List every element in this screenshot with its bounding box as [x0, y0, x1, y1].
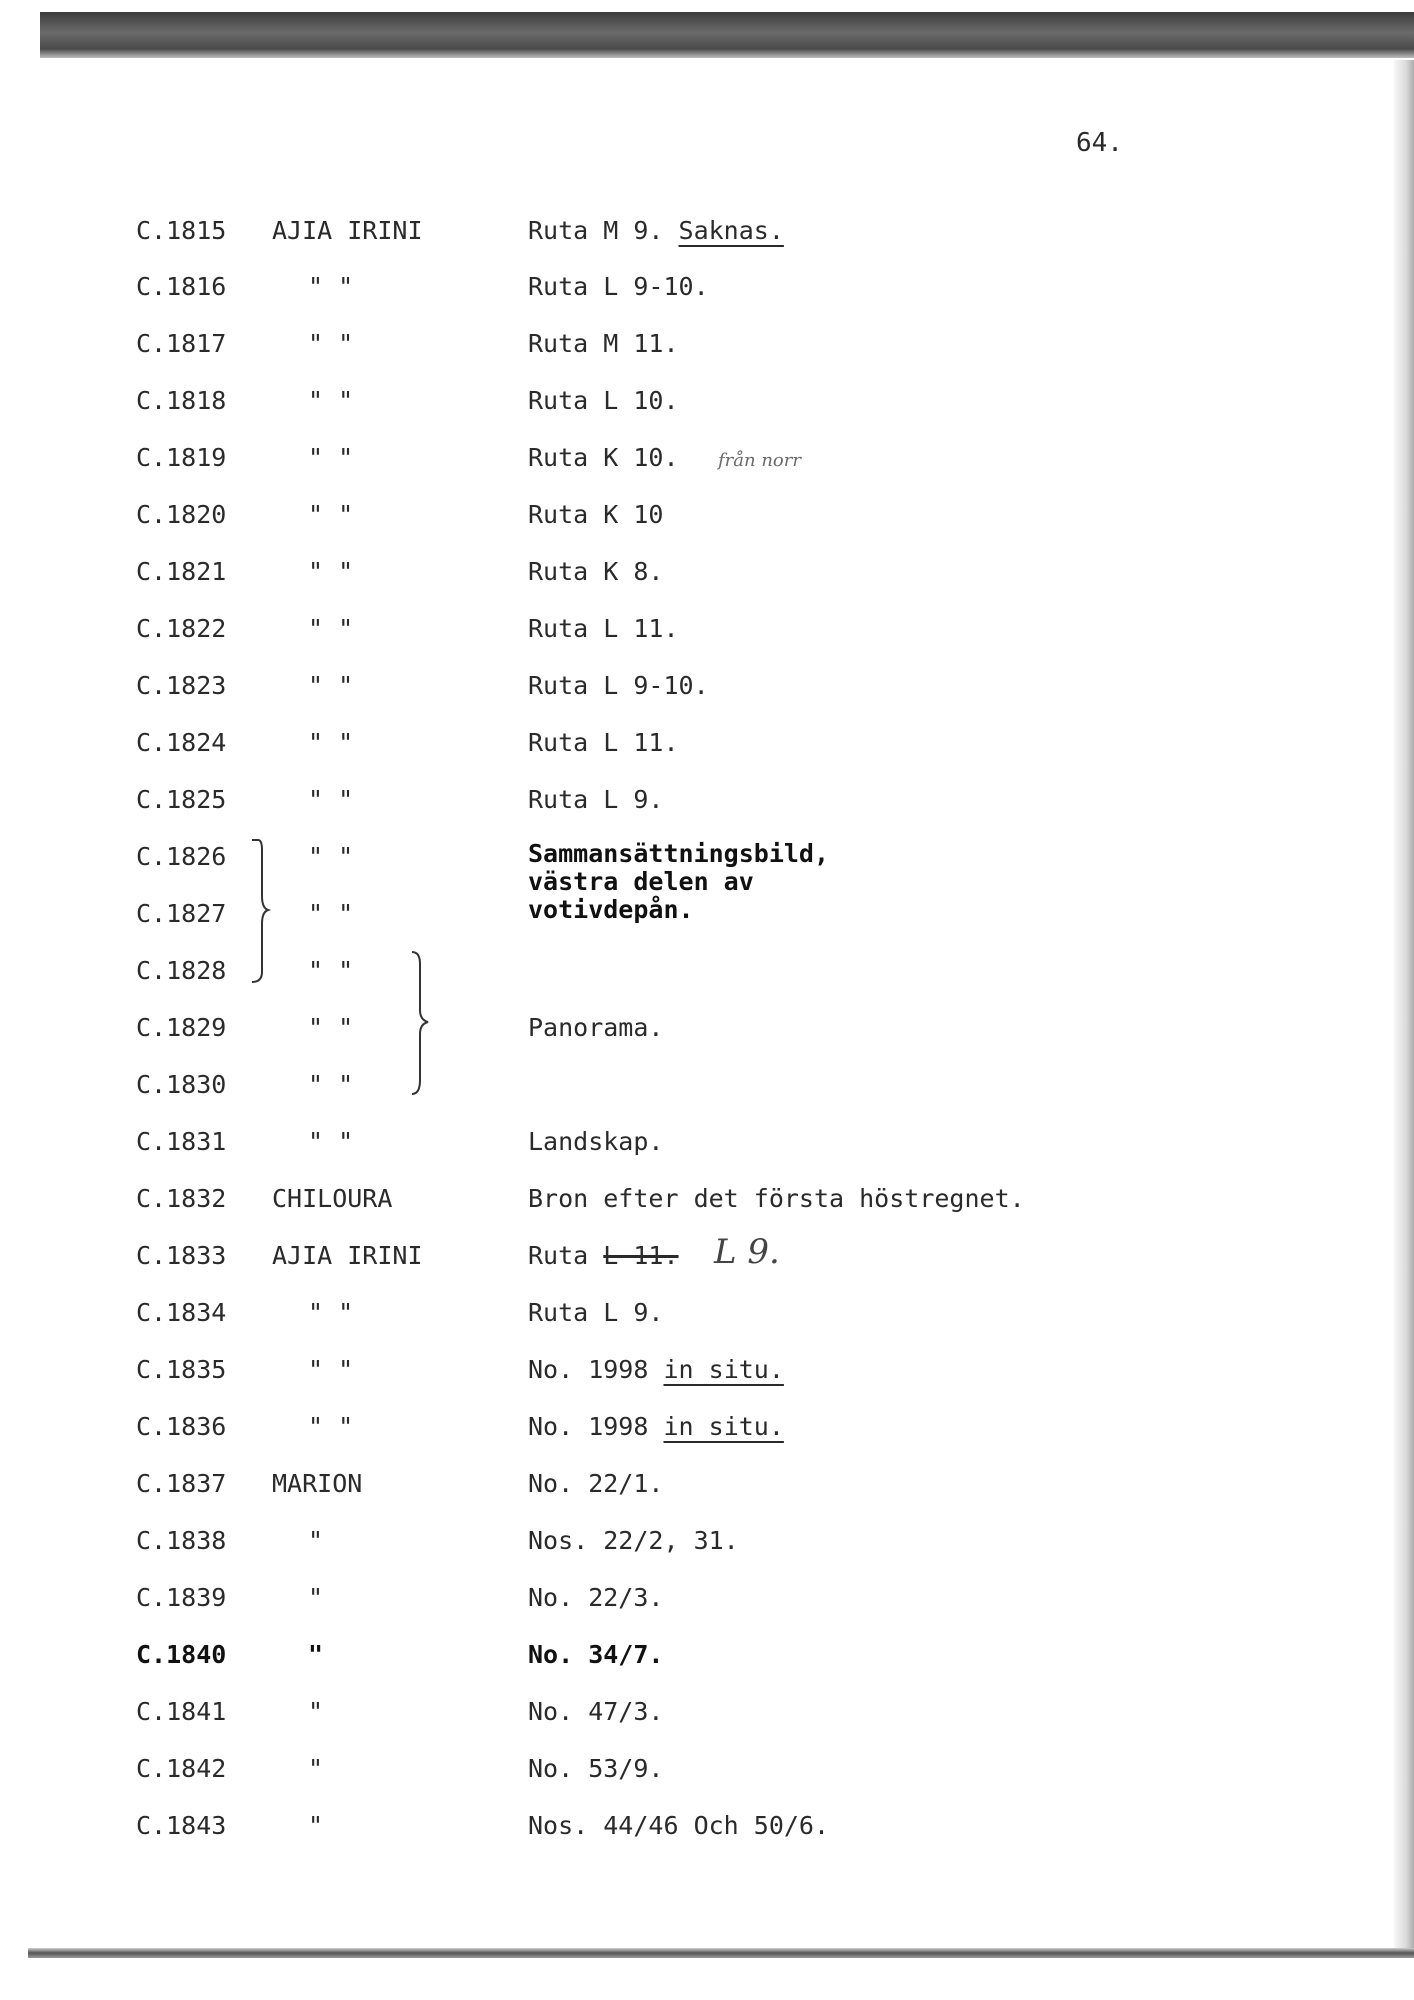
entry-site-ditto: " — [308, 1697, 324, 1726]
entry-code: C.1839 — [136, 1583, 227, 1612]
entry-code: C.1829 — [136, 1013, 227, 1042]
list-item — [0, 1754, 1414, 1794]
list-item — [0, 1583, 1414, 1623]
entry-site-ditto: " " — [308, 1070, 354, 1099]
entry-code: C.1837 — [136, 1469, 227, 1498]
entry-site-ditto: " " — [308, 842, 354, 871]
entry-site-ditto: " " — [308, 272, 354, 301]
entry-code: C.1820 — [136, 500, 227, 529]
entry-description: Ruta K 10 — [528, 500, 664, 529]
list-item — [0, 1298, 1414, 1338]
entry-code: C.1834 — [136, 1298, 227, 1327]
entry-site-ditto: " " — [308, 1412, 354, 1441]
entry-description: Ruta L 11. — [528, 614, 679, 643]
entry-code: C.1842 — [136, 1754, 227, 1783]
list-item — [0, 1697, 1414, 1737]
entry-description: Ruta K 8. — [528, 557, 664, 586]
group-description-line: Sammansättningsbild, — [528, 839, 830, 868]
entry-code: C.1818 — [136, 386, 227, 415]
list-item — [0, 500, 1414, 540]
entry-code: C.1843 — [136, 1811, 227, 1840]
entry-site-ditto: " " — [308, 956, 354, 985]
scan-edge-bottom — [28, 1948, 1414, 1958]
list-item — [0, 1355, 1414, 1395]
entry-site-ditto: " " — [308, 1013, 354, 1042]
scan-edge-top — [40, 12, 1414, 58]
entry-description: No. 22/3. — [528, 1583, 664, 1612]
list-item — [0, 329, 1414, 369]
entry-site-ditto: " " — [308, 728, 354, 757]
entry-code: C.1815 — [136, 216, 227, 245]
list-item — [0, 728, 1414, 768]
entry-site-ditto: " " — [308, 557, 354, 586]
struck-text: L 11. — [603, 1241, 679, 1270]
entry-site-ditto: " " — [308, 671, 354, 700]
entry-site-ditto: " " — [308, 1298, 354, 1327]
entry-code: C.1825 — [136, 785, 227, 814]
entry-site-ditto: " " — [308, 1355, 354, 1384]
entry-description: Ruta L 9. — [528, 785, 664, 814]
entry-code: C.1828 — [136, 956, 227, 985]
entry-code: C.1831 — [136, 1127, 227, 1156]
entry-site-ditto: " — [308, 1526, 324, 1555]
list-item — [0, 671, 1414, 711]
group-description-line: västra delen av — [528, 867, 754, 896]
entry-code: C.1826 — [136, 842, 227, 871]
list-item — [0, 443, 1414, 483]
entry-code: C.1824 — [136, 728, 227, 757]
entry-description: Ruta L 9. — [528, 1298, 664, 1327]
list-item — [0, 1013, 1414, 1053]
entry-description: No. 1998 in situ. — [528, 1355, 784, 1384]
entry-code: C.1836 — [136, 1412, 227, 1441]
entry-description: Ruta L 9-10. — [528, 671, 709, 700]
entry-code: C.1838 — [136, 1526, 227, 1555]
entry-description: Panorama. — [528, 1013, 664, 1042]
entry-site-ditto: " " — [308, 386, 354, 415]
entry-description: No. 53/9. — [528, 1754, 664, 1783]
entry-description: Bron efter det första höstregnet. — [528, 1184, 1025, 1213]
entry-site-ditto: " — [308, 1811, 324, 1840]
list-item — [0, 1526, 1414, 1566]
entry-description: Nos. 22/2, 31. — [528, 1526, 739, 1555]
entry-site-ditto: " — [308, 1583, 324, 1612]
entry-description: Ruta M 11. — [528, 329, 679, 358]
list-item — [0, 614, 1414, 654]
list-item — [0, 956, 1414, 996]
entry-site-ditto: " — [308, 1754, 324, 1783]
entry-code: C.1819 — [136, 443, 227, 472]
entry-description-underlined: Saknas. — [678, 216, 784, 245]
group-description-line: votivdepån. — [528, 895, 694, 924]
entry-site-ditto: " " — [308, 614, 354, 643]
entry-code: C.1841 — [136, 1697, 227, 1726]
entry-description: Landskap. — [528, 1127, 664, 1156]
list-item — [0, 386, 1414, 426]
entry-site-ditto: " " — [308, 500, 354, 529]
entry-code: C.1816 — [136, 272, 227, 301]
list-item — [0, 272, 1414, 312]
entry-code: C.1832 — [136, 1184, 227, 1213]
entry-description: Ruta L 11. — [528, 1241, 679, 1270]
list-item — [0, 1070, 1414, 1110]
entry-site: MARION — [272, 1469, 363, 1498]
entry-description: Ruta L 11. — [528, 728, 679, 757]
entry-code: C.1822 — [136, 614, 227, 643]
entry-code: C.1833 — [136, 1241, 227, 1270]
entry-code: C.1821 — [136, 557, 227, 586]
entry-description: Ruta K 10. — [528, 443, 679, 472]
list-item — [0, 1241, 1414, 1281]
list-item — [0, 1811, 1414, 1851]
list-item — [0, 557, 1414, 597]
entry-site: CHILOURA — [272, 1184, 393, 1213]
entry-description: No. 1998 in situ. — [528, 1412, 784, 1441]
handwritten-correction: L 9. — [714, 1232, 780, 1272]
entry-site-ditto: " " — [308, 443, 354, 472]
list-item — [0, 785, 1414, 825]
entry-code: C.1830 — [136, 1070, 227, 1099]
list-item — [0, 1640, 1414, 1680]
list-item — [0, 1184, 1414, 1224]
entry-code: C.1827 — [136, 899, 227, 928]
entry-description: Ruta L 9-10. — [528, 272, 709, 301]
entry-site: AJIA IRINI — [272, 1241, 423, 1270]
entry-description: No. 34/7. — [528, 1640, 664, 1669]
entry-site-ditto: " " — [308, 329, 354, 358]
entry-site-ditto: " " — [308, 785, 354, 814]
entry-site: AJIA IRINI — [272, 216, 423, 245]
entry-code: C.1835 — [136, 1355, 227, 1384]
entry-description-underlined: in situ. — [663, 1412, 784, 1441]
entry-description: Ruta M 9. Saknas. — [528, 216, 784, 245]
list-item — [0, 216, 1414, 256]
page-number: 64. — [1076, 128, 1123, 158]
entry-code: C.1823 — [136, 671, 227, 700]
entry-code: C.1817 — [136, 329, 227, 358]
entry-site-ditto: " " — [308, 899, 354, 928]
group-description — [528, 840, 829, 924]
entry-description: No. 22/1. — [528, 1469, 664, 1498]
list-item — [0, 1127, 1414, 1167]
entry-code: C.1840 — [136, 1640, 227, 1669]
entry-site-ditto: " " — [308, 1127, 354, 1156]
list-item — [0, 1469, 1414, 1509]
entry-description: No. 47/3. — [528, 1697, 664, 1726]
entry-description: Nos. 44/46 Och 50/6. — [528, 1811, 830, 1840]
brace-right-group — [410, 948, 434, 1098]
list-item — [0, 1412, 1414, 1452]
entry-site-ditto: " — [308, 1640, 324, 1669]
handwritten-note: från norr — [718, 450, 801, 471]
entry-description-underlined: in situ. — [663, 1355, 784, 1384]
brace-left-group — [248, 836, 272, 986]
entry-description: Ruta L 10. — [528, 386, 679, 415]
